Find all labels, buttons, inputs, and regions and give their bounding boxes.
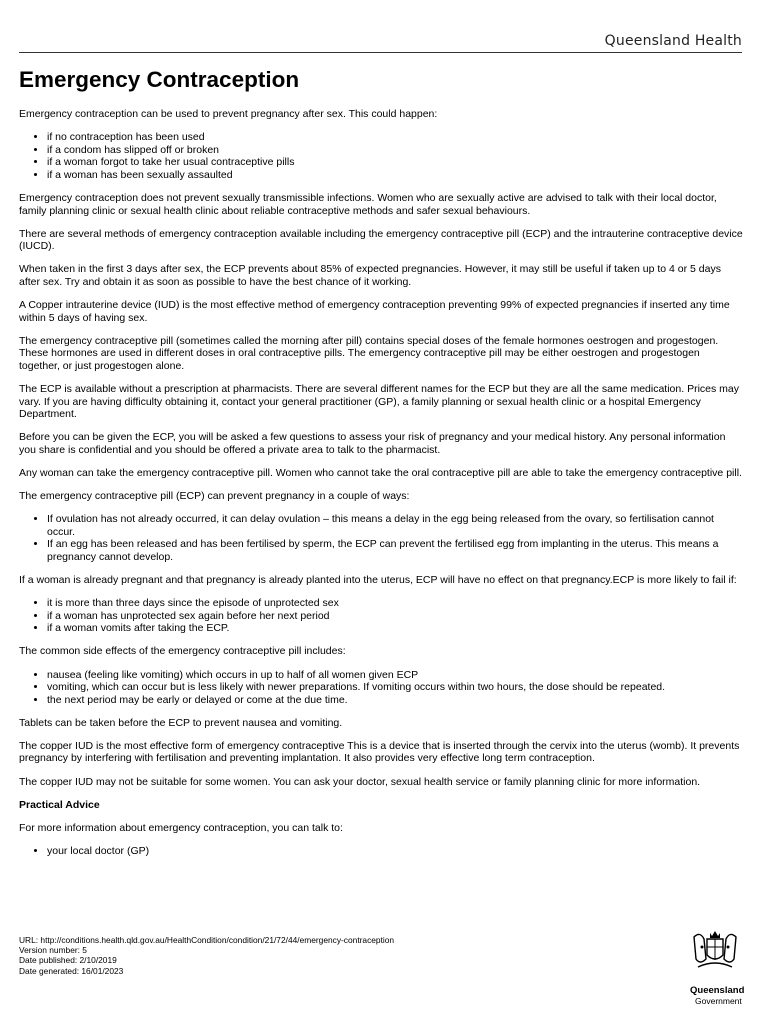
fail-list <box>19 597 743 635</box>
suitable-paragraph: The copper IUD may not be suitable for some women. You can ask your doctor, sexual health service or family planning clinic for more information. <box>19 775 701 788</box>
more-info-paragraph: For more information about emergency contraception, you can talk to: <box>19 821 343 834</box>
list-item: • the next period may be early or delayed or come at the due time. <box>47 694 743 707</box>
list-item: • if a woman has unprotected sex again before her next period <box>47 610 743 623</box>
side-effects-paragraph: The common side effects of the emergency contraceptive pill includes: <box>19 645 346 658</box>
hormones-paragraph: The emergency contraceptive pill (sometimes called the morning after pill) contains special doses of the female hormones oestrogen and progestogen. These hormones are used in different doses in oral contraceptive pills. The emergency contraceptive pill may be either oestrogen and progestogen together, or just progestogen alone. <box>19 334 719 372</box>
list-item: • If ovulation has not already occurred, it can delay ovulation – this means a delay in the egg being released from the ovary, so fertilisation cannot occur. <box>47 513 743 538</box>
when-list <box>19 131 743 181</box>
header-divider <box>19 52 742 53</box>
questions-paragraph: Before you can be given the ECP, you will be asked a few questions to assess your risk of pregnancy and your medical history. Any personal information you share is confidential and you should be offered a private area to talk to the pharmacist. <box>19 431 726 456</box>
footer-url: URL: http://conditions.health.qld.gov.au/HealthCondition/condition/21/72/44/emergency-contraception <box>19 935 395 945</box>
footer-version: Version number: 5 <box>19 945 87 956</box>
list-item: • if a woman vomits after taking the ECP. <box>47 622 743 635</box>
intro-paragraph: Emergency contraception can be used to prevent pregnancy after sex. This could happen: <box>19 108 438 120</box>
ways-paragraph: The emergency contraceptive pill (ECP) can prevent pregnancy in a couple of ways: <box>19 490 410 503</box>
list-item: • if a condom has slipped off or broken <box>47 144 743 157</box>
methods-paragraph: There are several methods of emergency contraception available including the emergency contraceptive pill (ECP) and the intrauterine contraceptive device (IUCD). <box>19 227 743 253</box>
sti-paragraph: Emergency contraception does not prevent sexually transmissible infections. Women who are sexually active are advised to talk with their local doctor, family planning clinic or sexual health clinic about reliable contraceptive methods and safer sexual behaviours. <box>19 191 717 217</box>
list-item: • if no contraception has been used <box>47 131 743 144</box>
list-item: • your local doctor (GP) <box>47 845 743 858</box>
fail-paragraph: If a woman is already pregnant and that pregnancy is already planted into the uterus, ECP will have no effect on that pregnancy.ECP is more likely to fail if: <box>19 574 737 587</box>
side-effects-list <box>19 669 743 707</box>
iud-paragraph: A Copper intrauterine device (IUD) is the most effective method of emergency contraception preventing 99% of expected pregnancies if inserted any time within 5 days of having sex. <box>19 299 730 324</box>
logo-wordmark: Queensland <box>690 985 745 996</box>
ways-list <box>19 513 743 563</box>
talk-list <box>19 845 743 858</box>
footer-published: Date published: 2/10/2019 <box>19 955 117 966</box>
coat-of-arms-icon <box>692 929 738 971</box>
list-item: • nausea (feeling like vomiting) which occurs in up to half of all women given ECP <box>47 669 743 682</box>
list-item: • if a woman forgot to take her usual contraceptive pills <box>47 156 743 169</box>
list-item: • If an egg has been released and has been fertilised by sperm, the ECP can prevent the fertilised egg from implanting in the uterus. This means a pregnancy cannot develop. <box>47 538 743 563</box>
list-item: • vomiting, which can occur but is less likely with newer preparations. If vomiting occurs within two hours, the dose should be repeated. <box>47 681 743 694</box>
document-footer <box>19 935 394 976</box>
list-item: • if a woman has been sexually assaulted <box>47 169 743 182</box>
timing-paragraph: When taken in the first 3 days after sex, the ECP prevents about 85% of expected pregnancies. However, it may still be useful if taken up to 4 or 5 days after sex. Try and obtain it as soon as possible to have the best chance of it working. <box>19 263 721 288</box>
footer-generated: Date generated: 16/01/2023 <box>19 965 124 976</box>
copper-iud-paragraph: The copper IUD is the most effective form of emergency contraceptive This is a device that is inserted through the cervix into the uterus (womb). It prevents pregnancy by interfering with fertilisation and preventing implantation. It also provides very effective long term contraception. <box>19 739 740 765</box>
document-body <box>19 66 743 868</box>
availability-paragraph: The ECP is available without a prescription at pharmacists. There are several different names for the ECP but they are all the same medication. Prices may vary. If you are having difficulty obtaining it, contact your general practitioner (GP), a family planning or sexual health clinic or a hospital Emergency Department. <box>19 383 739 421</box>
header-brand: Queensland Health <box>604 33 742 49</box>
queensland-government-logo <box>686 929 746 1009</box>
practical-advice-heading: Practical Advice <box>19 798 100 811</box>
anyone-paragraph: Any woman can take the emergency contraceptive pill. Women who cannot take the oral contraceptive pill are able to take the emergency contraceptive pill. <box>19 466 742 479</box>
tablets-paragraph: Tablets can be taken before the ECP to prevent nausea and vomiting. <box>19 716 343 729</box>
list-item: • it is more than three days since the episode of unprotected sex <box>47 597 743 610</box>
logo-subtitle: Government <box>695 996 742 1006</box>
page-title: Emergency Contraception <box>19 67 300 92</box>
